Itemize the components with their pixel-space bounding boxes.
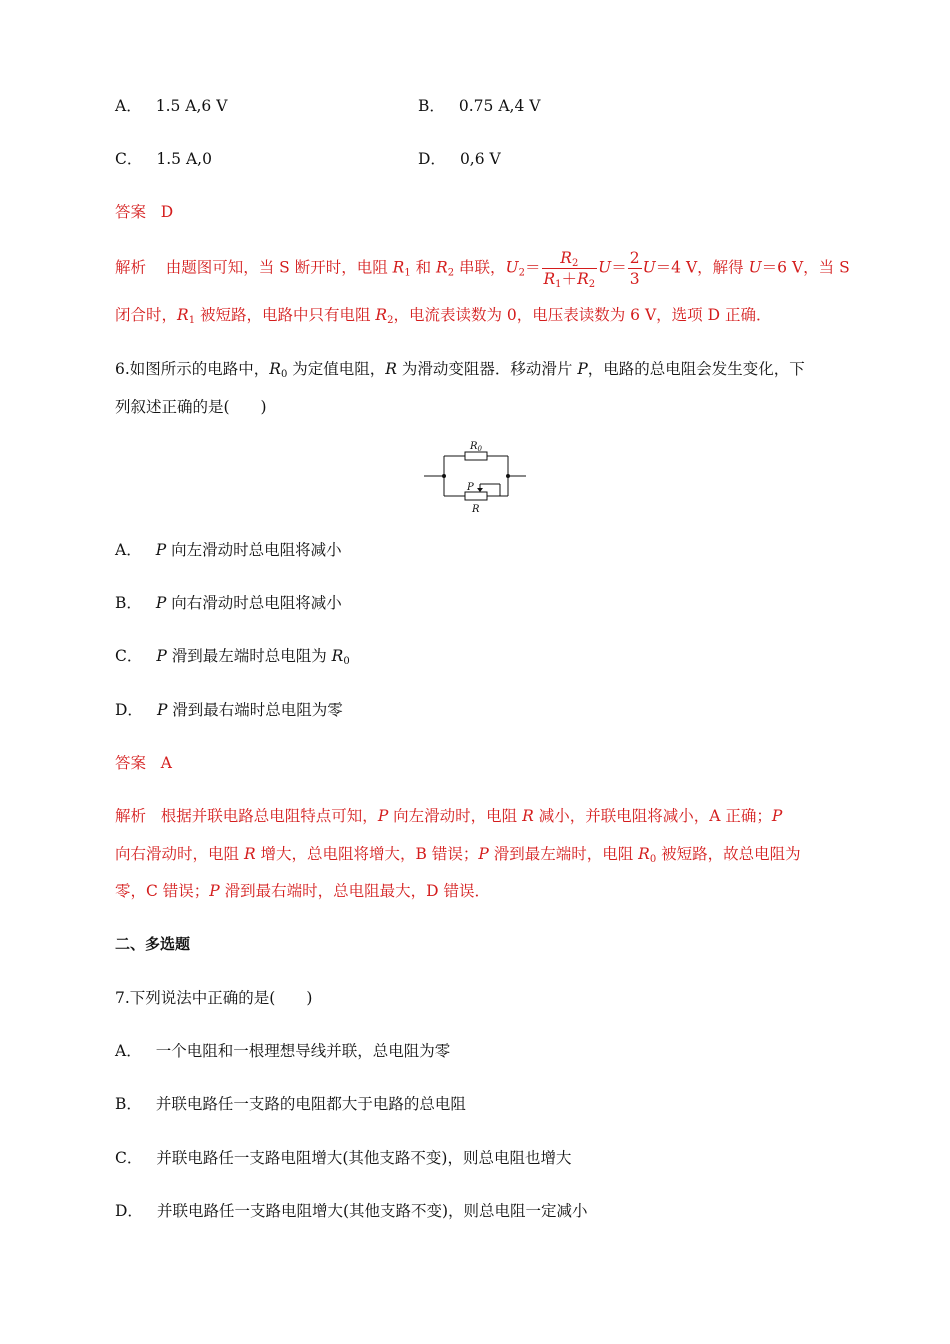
label-r0: $R_0$ (470, 441, 482, 453)
circuit-diagram (420, 438, 530, 518)
q6-option-a: A． P 向左滑动时总电阻将减小 (115, 541, 342, 559)
q5-option-d: D． 0,6 V (418, 150, 501, 168)
junction-left (442, 474, 446, 478)
q5-analysis-line1: 解析 由题图可知，当 S 断开时，电阻 $R_1$ 和 $R_2$ 串联，$U_2=$ $\frac{R_2}{R_1+R_2}$ U＝ $\frac{2}{3}$ U＝4 V，解得 U＝6 V，当 S (115, 249, 850, 290)
rheostat-r (465, 492, 487, 500)
q6-analysis-line2: 向右滑动时，电阻 R 增大，总电阻将增大，B 错误；P 滑到最左端时，电阻 $R_0$ 被短路，故总电阻为 (115, 845, 801, 865)
q7-option-a: A． 一个电阻和一根理想导线并联，总电阻为零 (115, 1042, 451, 1060)
label-p: P (467, 482, 474, 493)
q6-stem-line2: 列叙述正确的是( ) (115, 398, 267, 416)
fraction-r2-over-sum: $\frac{R_2}{R_1+R_2}$ (543, 249, 596, 290)
q7-option-c: C． 并联电路任一支路电阻增大(其他支路不变)，则总电阻也增大 (115, 1149, 572, 1167)
slider-arrowhead (477, 488, 483, 492)
q7-stem: 7.下列说法中正确的是( ) (115, 989, 313, 1007)
q7-option-b: B． 并联电路任一支路的电阻都大于电路的总电阻 (115, 1095, 466, 1113)
q6-analysis-line1: 解析 根据并联电路总电阻特点可知，P 向左滑动时，电阻 R 减小，并联电阻将减小，A 正确；P (115, 807, 783, 825)
q6-option-d: D． P 滑到最右端时总电阻为零 (115, 701, 343, 719)
junction-right (506, 474, 510, 478)
q6-analysis-line3: 零，C 错误；P 滑到最右端时，总电阻最大，D 错误． (115, 882, 491, 900)
section-title-multiple-choice: 二、多选题 (115, 935, 191, 953)
q5-option-b: B． 0.75 A,4 V (418, 97, 541, 115)
q5-option-a: A． 1.5 A,6 V (115, 97, 228, 115)
q7-option-d: D． 并联电路任一支路电阻增大(其他支路不变)，则总电阻一定减小 (115, 1202, 588, 1220)
q6-option-b: B． P 向右滑动时总电阻将减小 (115, 594, 342, 612)
q6-option-c: C． P 滑到最左端时总电阻为 $R_0$ (115, 647, 350, 667)
label-r: R (472, 504, 480, 515)
q6-stem-line1: 6.如图所示的电路中，$R_0$ 为定值电阻，R 为滑动变阻器．移动滑片 P，电路的总电阻会发生变化，下 (115, 360, 805, 380)
resistor-r0 (465, 452, 487, 460)
q5-option-c: C． 1.5 A,0 (115, 150, 212, 168)
q5-answer: 答案 D (115, 203, 174, 221)
q5-analysis-line2: 闭合时，$R_1$ 被短路，电路中只有电阻 $R_2$，电流表读数为 0，电压表读数为 6 V，选项 D 正确． (115, 306, 772, 326)
q6-answer: 答案 A (115, 754, 172, 772)
fraction-two-thirds: $\frac{2}{3}$ (629, 249, 640, 288)
